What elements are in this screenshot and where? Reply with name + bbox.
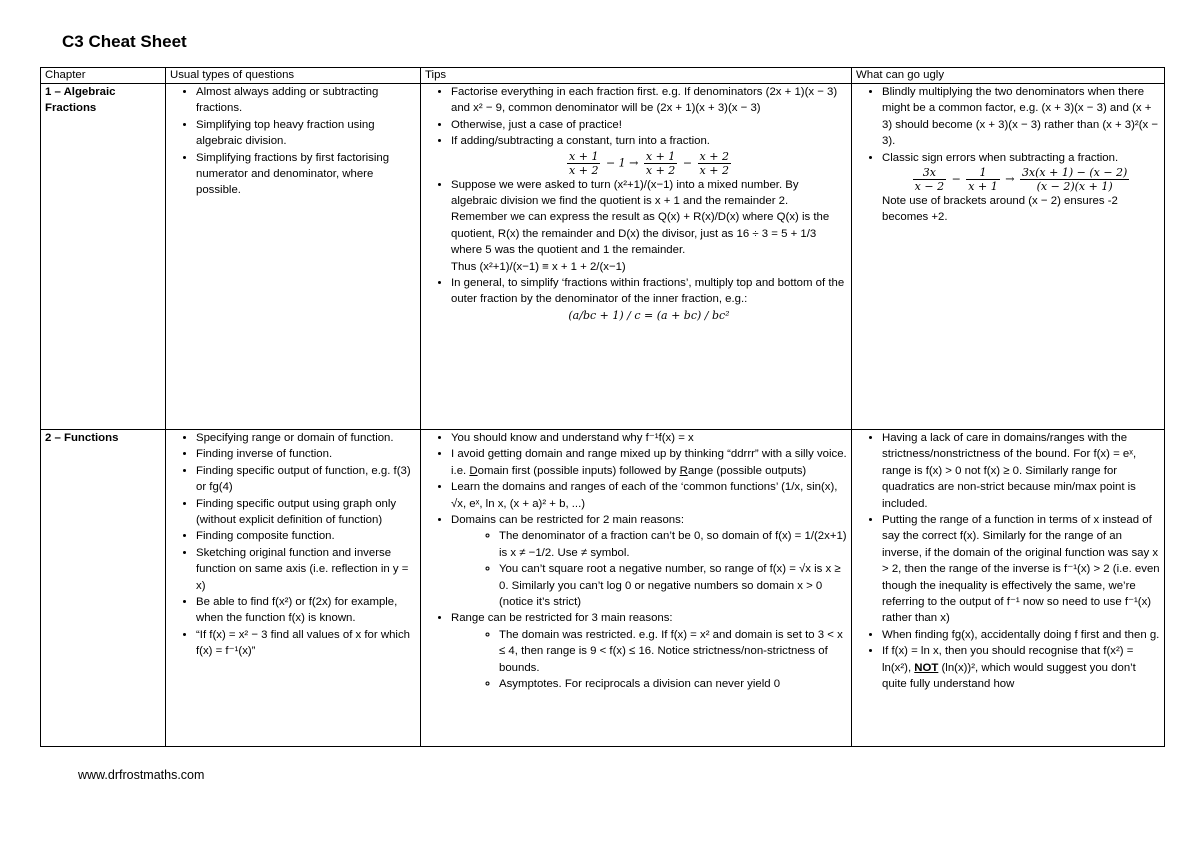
numerator: 3x — [913, 166, 946, 180]
denominator: x + 2 — [645, 163, 676, 177]
fraction — [1020, 166, 1129, 193]
header-ugly: What can go ugly — [852, 68, 1165, 84]
numerator: 3x(x + 1) − (x − 2) — [1021, 166, 1128, 180]
footer-url: www.drfrostmaths.com — [78, 768, 205, 782]
list-item — [882, 150, 1160, 226]
ugly-cell — [852, 84, 1165, 430]
chapter-cell — [41, 84, 166, 430]
list-item — [451, 133, 847, 176]
fraction-equation — [882, 166, 1160, 193]
list-item: • Almost always adding or subtracting fractions. — [196, 84, 416, 117]
tip-text: In general, to simplify ‘fractions within fractions’, multiply top and bottom of the outer fraction by the denominator of the inner fraction, e.g.: — [451, 277, 845, 306]
ugly-cell — [852, 430, 1165, 747]
fraction — [966, 166, 999, 193]
tip-text: I avoid getting domain and range mixed up by thinking “ddrrr” with a silly voice. i.e. — [451, 448, 847, 477]
list-item: ◦ The denominator of a fraction can’t be 0, so domain of f(x) = 1/(2x+1) is x ≠ −1/2. Use ≠ symbol. — [499, 528, 847, 561]
list-item: • When finding fg(x), accidentally doing f first and then g. — [882, 627, 1160, 643]
questions-list — [170, 430, 416, 660]
tip-text: omain first (possible inputs) followed by — [477, 464, 680, 477]
list-item — [882, 643, 1160, 692]
tip-text: Thus (x²+1)/(x−1) ≡ x + 1 + 2/(x−1) — [451, 260, 626, 273]
list-item: • Finding composite function. — [196, 528, 416, 544]
tip-text: If adding/subtracting a constant, turn into a fraction. — [451, 135, 710, 148]
list-item: • Finding inverse of function. — [196, 446, 416, 462]
table-row — [41, 430, 1165, 747]
numerator: x + 2 — [699, 149, 729, 163]
tips-list — [425, 84, 847, 324]
list-item: • Simplifying fractions by first factorising numerator and denominator, where possible. — [196, 150, 416, 199]
table-row — [41, 84, 1165, 430]
fraction-equation — [451, 150, 847, 177]
list-item: • Putting the range of a function in terms of x instead of say the correct f(x). Similarly for the range of an inverse, if the domain of the original function was say x > 2, then the range of the inverse is f⁻¹(x) > 2 (i.e. even though the inequality is effectively the same, we’re referring to the output of f⁻¹ now so need to use f⁻¹(x) rather than x) — [882, 512, 1160, 627]
denominator: x + 2 — [569, 163, 599, 177]
sub-list — [451, 528, 847, 610]
numerator: 1 — [966, 166, 999, 180]
header-tips: Tips — [421, 68, 852, 84]
chapter-label: 1 – Algebraic — [45, 86, 116, 98]
chapter-label: Fractions — [45, 102, 97, 115]
tip-text: Domains can be restricted for 2 main reasons: — [451, 514, 684, 527]
chapter-label: 2 – Functions — [45, 432, 119, 444]
tips-cell — [421, 84, 852, 430]
list-item: • Otherwise, just a case of practice! — [451, 117, 847, 133]
list-item: ◦ The domain was restricted. e.g. If f(x) = x² and domain is set to 3 < x ≤ 4, then range is 9 < f(x) ≤ 16. Notice strictness/non-strictness of bounds. — [499, 627, 847, 676]
ugly-text: (ln(x))², which would suggest you don’t quite fully understand how — [882, 661, 1136, 691]
ugly-list — [856, 430, 1160, 693]
operator: → — [1005, 172, 1015, 186]
denominator: x + 2 — [699, 163, 729, 177]
header-questions: Usual types of questions — [166, 68, 421, 84]
header-row — [41, 68, 1165, 84]
ugly-list — [856, 84, 1160, 226]
list-item: ◦ Asymptotes. For reciprocals a division can never yield 0 — [499, 676, 847, 692]
nested-fraction-equation: (a/bc + 1) / c = (a + bc) / bc² — [568, 308, 730, 322]
numerator: x + 1 — [569, 149, 599, 163]
questions-cell — [166, 84, 421, 430]
tips-list — [425, 430, 847, 693]
sub-list — [451, 627, 847, 693]
page-title: C3 Cheat Sheet — [62, 32, 187, 51]
cheat-sheet-table — [40, 67, 1165, 747]
fraction — [567, 150, 600, 177]
chapter-cell — [41, 430, 166, 747]
list-item: ◦ You can’t square root a negative number, so range of f(x) = √x is x ≥ 0. Similarly you can’t log 0 or negative numbers so domain x > 0 (notice it’s strict) — [499, 561, 847, 610]
denominator: (x − 2)(x + 1) — [1036, 180, 1113, 194]
tip-text: ange (possible outputs) — [687, 464, 807, 477]
fraction — [913, 166, 946, 193]
list-item: • Having a lack of care in domains/ranges with the strictness/nonstrictness of the bound. For f(x) = eˣ, range is f(x) > 0 not f(x) ≥ 0. Similarly range for quadratics are non-strict because min/max point is included. — [882, 430, 1160, 512]
questions-list — [170, 84, 416, 199]
list-item — [451, 275, 847, 324]
questions-cell — [166, 430, 421, 747]
list-item: • Simplifying top heavy fraction using algebraic division. — [196, 117, 416, 150]
list-item: • Specifying range or domain of function. — [196, 430, 416, 446]
denominator: x − 2 — [914, 180, 945, 194]
operator: − 1 → — [605, 156, 639, 170]
list-item: • Blindly multiplying the two denominators when there might be a common factor, e.g. (x + 3)(x − 3) and (x + 3) should become (x + 3)(x − 3) rather than (x + 3)²(x − 3). — [882, 84, 1160, 150]
ugly-text: If f(x) = ln x, then you should recognise that f(x²) = ln(x²), — [882, 645, 1134, 674]
operator: − — [951, 172, 961, 186]
numerator: x + 1 — [645, 149, 676, 163]
denominator: x + 1 — [968, 180, 998, 194]
fraction — [698, 150, 731, 177]
list-item: • You should know and understand why f⁻¹f(x) = x — [451, 430, 847, 446]
list-item — [451, 446, 847, 479]
list-item: • Finding specific output using graph only (without explicit definition of function) — [196, 496, 416, 529]
operator: − — [682, 156, 693, 170]
list-item: • Sketching original function and inverse function on same axis (i.e. reflection in y = x) — [196, 545, 416, 594]
list-item: • Be able to find f(x²) or f(2x) for example, when the function f(x) is known. — [196, 594, 416, 627]
underlined-letter: R — [679, 464, 688, 477]
header-chapter: Chapter — [41, 68, 166, 84]
list-item — [451, 512, 847, 610]
tip-text: Range can be restricted for 3 main reasons: — [451, 612, 673, 625]
list-item: • Finding specific output of function, e.g. f(3) or fg(4) — [196, 463, 416, 496]
list-item — [451, 610, 847, 692]
list-item: • Learn the domains and ranges of each of the ‘common functions’ (1/x, sin(x), √x, eˣ, ln x, (x + a)² + b, ...) — [451, 479, 847, 512]
underlined-letter: D — [469, 464, 478, 477]
fraction — [644, 150, 677, 177]
ugly-text: Classic sign errors when subtracting a fraction. — [882, 151, 1119, 164]
ugly-text: Note use of brackets around (x − 2) ensures -2 becomes +2. — [882, 195, 1118, 224]
list-item — [451, 177, 847, 275]
list-item: • Factorise everything in each fraction first. e.g. If denominators (2x + 1)(x − 3) and x² − 9, common denominator will be (2x + 1)(x + 3)(x − 3) — [451, 84, 847, 117]
emphasis-not: NOT — [914, 661, 939, 674]
tips-cell — [421, 430, 852, 747]
list-item: • “If f(x) = x² − 3 find all values of x for which f(x) = f⁻¹(x)” — [196, 627, 416, 660]
tip-text: Suppose we were asked to turn (x²+1)/(x−1) into a mixed number. By algebraic division we find the quotient is x + 1 and the remainder 2. Remember we can express the result as Q(x) + R(x)/D(x) where Q(x) is the quotient, R(x) the remainder and D(x) the divisor, just as 16 ÷ 3 = 5 + 1/3 where 5 was the quotient and 1 the remainder. — [451, 178, 830, 257]
